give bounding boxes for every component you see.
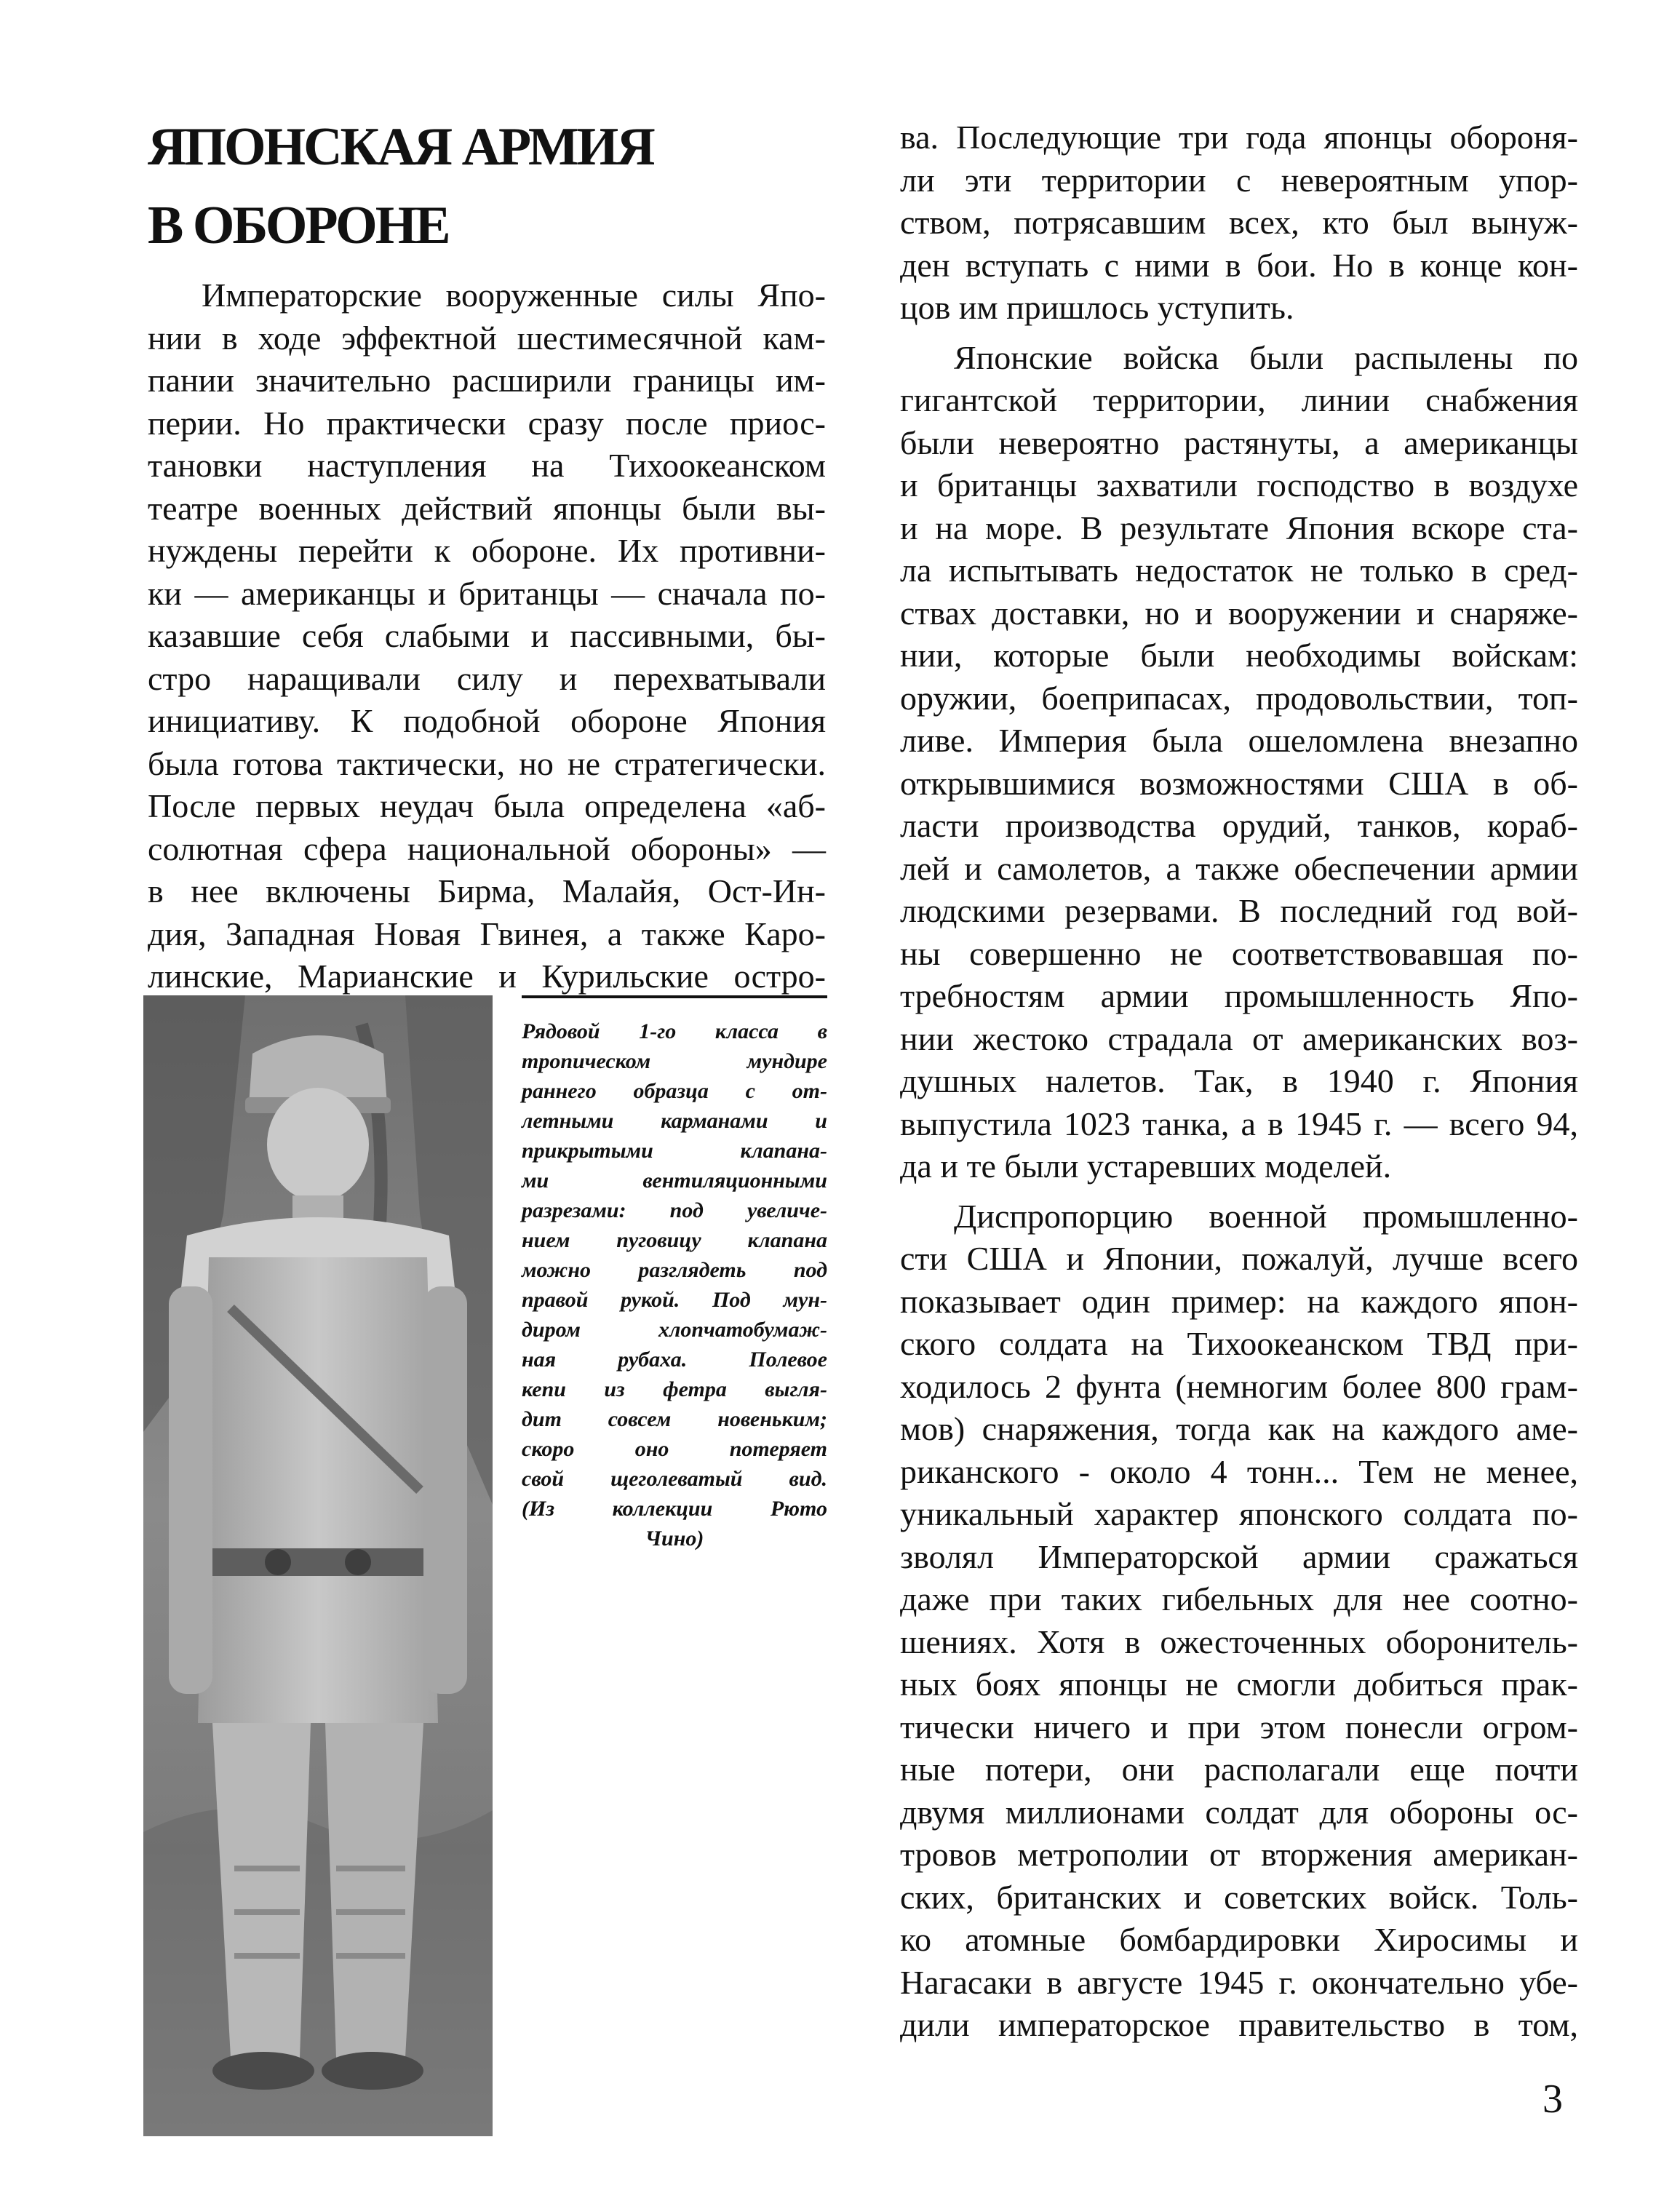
text-line: ки — американцы и британцы — сначала по-: [148, 574, 826, 612]
text-line: были невероятно растянуты, а американцы: [900, 423, 1578, 461]
text-line: показывает один пример: на каждого япон-: [900, 1282, 1578, 1320]
caption-line: ми вентиляционными: [522, 1169, 827, 1193]
text-line: ных боях японцы не смогли добиться прак-: [900, 1665, 1578, 1703]
text-line: казавшие себя слабыми и пассивными, бы-: [148, 617, 826, 654]
photo-caption: [522, 1016, 827, 1553]
paragraph-2: [900, 337, 1578, 1188]
text-line: нии, которые были необходимы войскам:: [900, 637, 1578, 674]
text-line: После первых неудач была определена «аб-: [148, 787, 826, 824]
text-line: Императорские вооруженные силы Япо-: [202, 276, 826, 314]
text-line: оружии, боеприпасах, продовольствии, топ-: [900, 679, 1578, 717]
title-line-2: В ОБОРОНЕ: [148, 196, 449, 255]
text-line: требностям армии промышленность Япо-: [900, 977, 1578, 1014]
text-line: ные потери, они располагали еще почти: [900, 1751, 1578, 1788]
page-number: 3: [1542, 2077, 1563, 2122]
text-line: зволял Императорской армии сражаться: [900, 1537, 1578, 1575]
text-line: гигантской территории, линии снабжения: [900, 381, 1578, 418]
text-line: тановки наступления на Тихоокеанском: [148, 447, 826, 484]
text-line: нии в ходе эффектной шестимесячной кам-: [148, 319, 826, 357]
caption-line: Рядовой 1-го класса в: [522, 1019, 827, 1043]
caption-line: диром хлопчатобумаж-: [522, 1318, 827, 1342]
text-line: лей и самолетов, а также обеспечении армии: [900, 849, 1578, 887]
caption-line: (Из коллекции Рюто: [522, 1497, 827, 1521]
text-line: стро наращивали силу и перехватывали: [148, 659, 826, 697]
caption-line: нием пуговицу клапана: [522, 1228, 827, 1252]
text-line: нуждены перейти к обороне. Их противни-: [148, 532, 826, 569]
soldier-photo: [143, 995, 493, 2136]
text-line: ны совершенно не соответствовавшая по-: [900, 934, 1578, 972]
left-column: [148, 274, 826, 998]
text-line: ко атомные бомбардировки Хиросимы и: [900, 1921, 1578, 1958]
caption-line: тропическом мундире: [522, 1049, 827, 1073]
text-line: ством, потрясавшим всех, кто был вынуж-: [900, 204, 1578, 241]
text-line: сти США и Японии, пожалуй, лучше всего: [900, 1240, 1578, 1277]
caption-line: раннего образца с от-: [522, 1079, 827, 1103]
text-line: цов им пришлось уступить.: [900, 289, 1294, 326]
text-line: ливе. Империя была ошеломлена внезапно: [900, 722, 1578, 759]
caption-line: ная рубаха. Полевое: [522, 1348, 827, 1372]
caption-line: правой рукой. Под мун-: [522, 1288, 827, 1312]
text-line: ли эти территории с невероятным упор-: [900, 161, 1578, 199]
text-line: тровов метрополии от вторжения американ-: [900, 1836, 1578, 1873]
caption-line: летными карманами и: [522, 1109, 827, 1133]
text-line: ла испытывать недостаток не только в сред-: [900, 552, 1578, 589]
text-line: была готова тактически, но не стратегически.: [148, 744, 826, 782]
text-line: и британцы захватили господство в воздухе: [900, 466, 1578, 504]
text-line: ских, британских и советских войск. Толь-: [900, 1878, 1578, 1916]
text-line: шениях. Хотя в ожесточенных оборонитель-: [900, 1623, 1578, 1660]
intro-paragraph: [148, 274, 826, 998]
text-line: тически ничего и при этом понесли огром-: [900, 1708, 1578, 1746]
paragraph-1: [900, 116, 1578, 330]
title-line-1: ЯПОНСКАЯ АРМИЯ: [148, 117, 653, 177]
caption-divider: [522, 995, 827, 998]
text-line: дия, Западная Новая Гвинея, а также Каро-: [148, 915, 826, 952]
text-line: двумя миллионами солдат для обороны ос-: [900, 1793, 1578, 1831]
text-line: ского солдата на Тихоокеанском ТВД при-: [900, 1325, 1578, 1362]
text-line: да и те были устаревших моделей.: [900, 1147, 1392, 1185]
text-line: ходилось 2 фунта (немногим более 800 грам-: [900, 1367, 1578, 1405]
text-line: ствах доставки, но и вооружении и снаряже-: [900, 594, 1578, 632]
text-line: линские, Марианские и Курильские остро-: [148, 958, 826, 995]
text-line: и на море. В результате Япония вскоре ста-: [900, 509, 1578, 546]
soldier-photo-illustration: [143, 995, 493, 2136]
text-line: нии жестоко страдала от американских воз-: [900, 1019, 1578, 1057]
text-line: даже при таких гибельных для нее соотно-: [900, 1580, 1578, 1617]
text-line: выпустила 1023 танка, а в 1945 г. — всего 94,: [900, 1105, 1578, 1142]
text-line: Японские войска были распылены по: [954, 338, 1578, 376]
paragraph-3: [900, 1195, 1578, 2047]
caption-line: Чино): [645, 1527, 704, 1551]
text-line: мов) снаряжения, тогда как на каждого аме-: [900, 1410, 1578, 1447]
caption-line: скоро оно потеряет: [522, 1437, 827, 1461]
caption-line: можно разглядеть под: [522, 1258, 827, 1282]
text-line: ласти производства орудий, танков, кораб-: [900, 807, 1578, 844]
text-line: ва. Последующие три года японцы обороня-: [900, 119, 1578, 156]
text-line: Нагасаки в августе 1945 г. окончательно убе-: [900, 1963, 1578, 2001]
right-column: [900, 116, 1578, 2047]
page-title: [148, 108, 653, 265]
text-line: Диспропорцию военной промышленно-: [954, 1197, 1578, 1235]
text-line: инициативу. К подобной обороне Япония: [148, 702, 826, 739]
text-line: солютная сфера национальной обороны» —: [148, 829, 826, 867]
text-line: ден вступать с ними в бои. Но в конце кон-: [900, 246, 1578, 284]
text-line: людскими резервами. В последний год вой-: [900, 892, 1578, 929]
caption-line: свой щеголеватый вид.: [522, 1467, 827, 1491]
text-line: в нее включены Бирма, Малайя, Ост-Ин-: [148, 872, 826, 910]
text-line: уникальный характер японского солдата по-: [900, 1495, 1578, 1532]
caption-line: прикрытыми клапана-: [522, 1139, 827, 1163]
caption-line: разрезами: под увеличе-: [522, 1198, 827, 1222]
text-line: открывшимися возможностями США в об-: [900, 764, 1578, 802]
text-line: дили императорское правительство в том,: [900, 2006, 1578, 2043]
text-line: душных налетов. Так, в 1940 г. Япония: [900, 1062, 1578, 1099]
text-line: риканского - около 4 тонн... Тем не менее,: [900, 1452, 1578, 1490]
text-line: пании значительно расширили границы им-: [148, 362, 826, 399]
caption-line: кепи из фетра выгля-: [522, 1377, 827, 1401]
text-line: театре военных действий японцы были вы-: [148, 489, 826, 527]
caption-line: дит совсем новеньким;: [522, 1407, 827, 1431]
text-line: перии. Но практически сразу после приос-: [148, 404, 826, 442]
